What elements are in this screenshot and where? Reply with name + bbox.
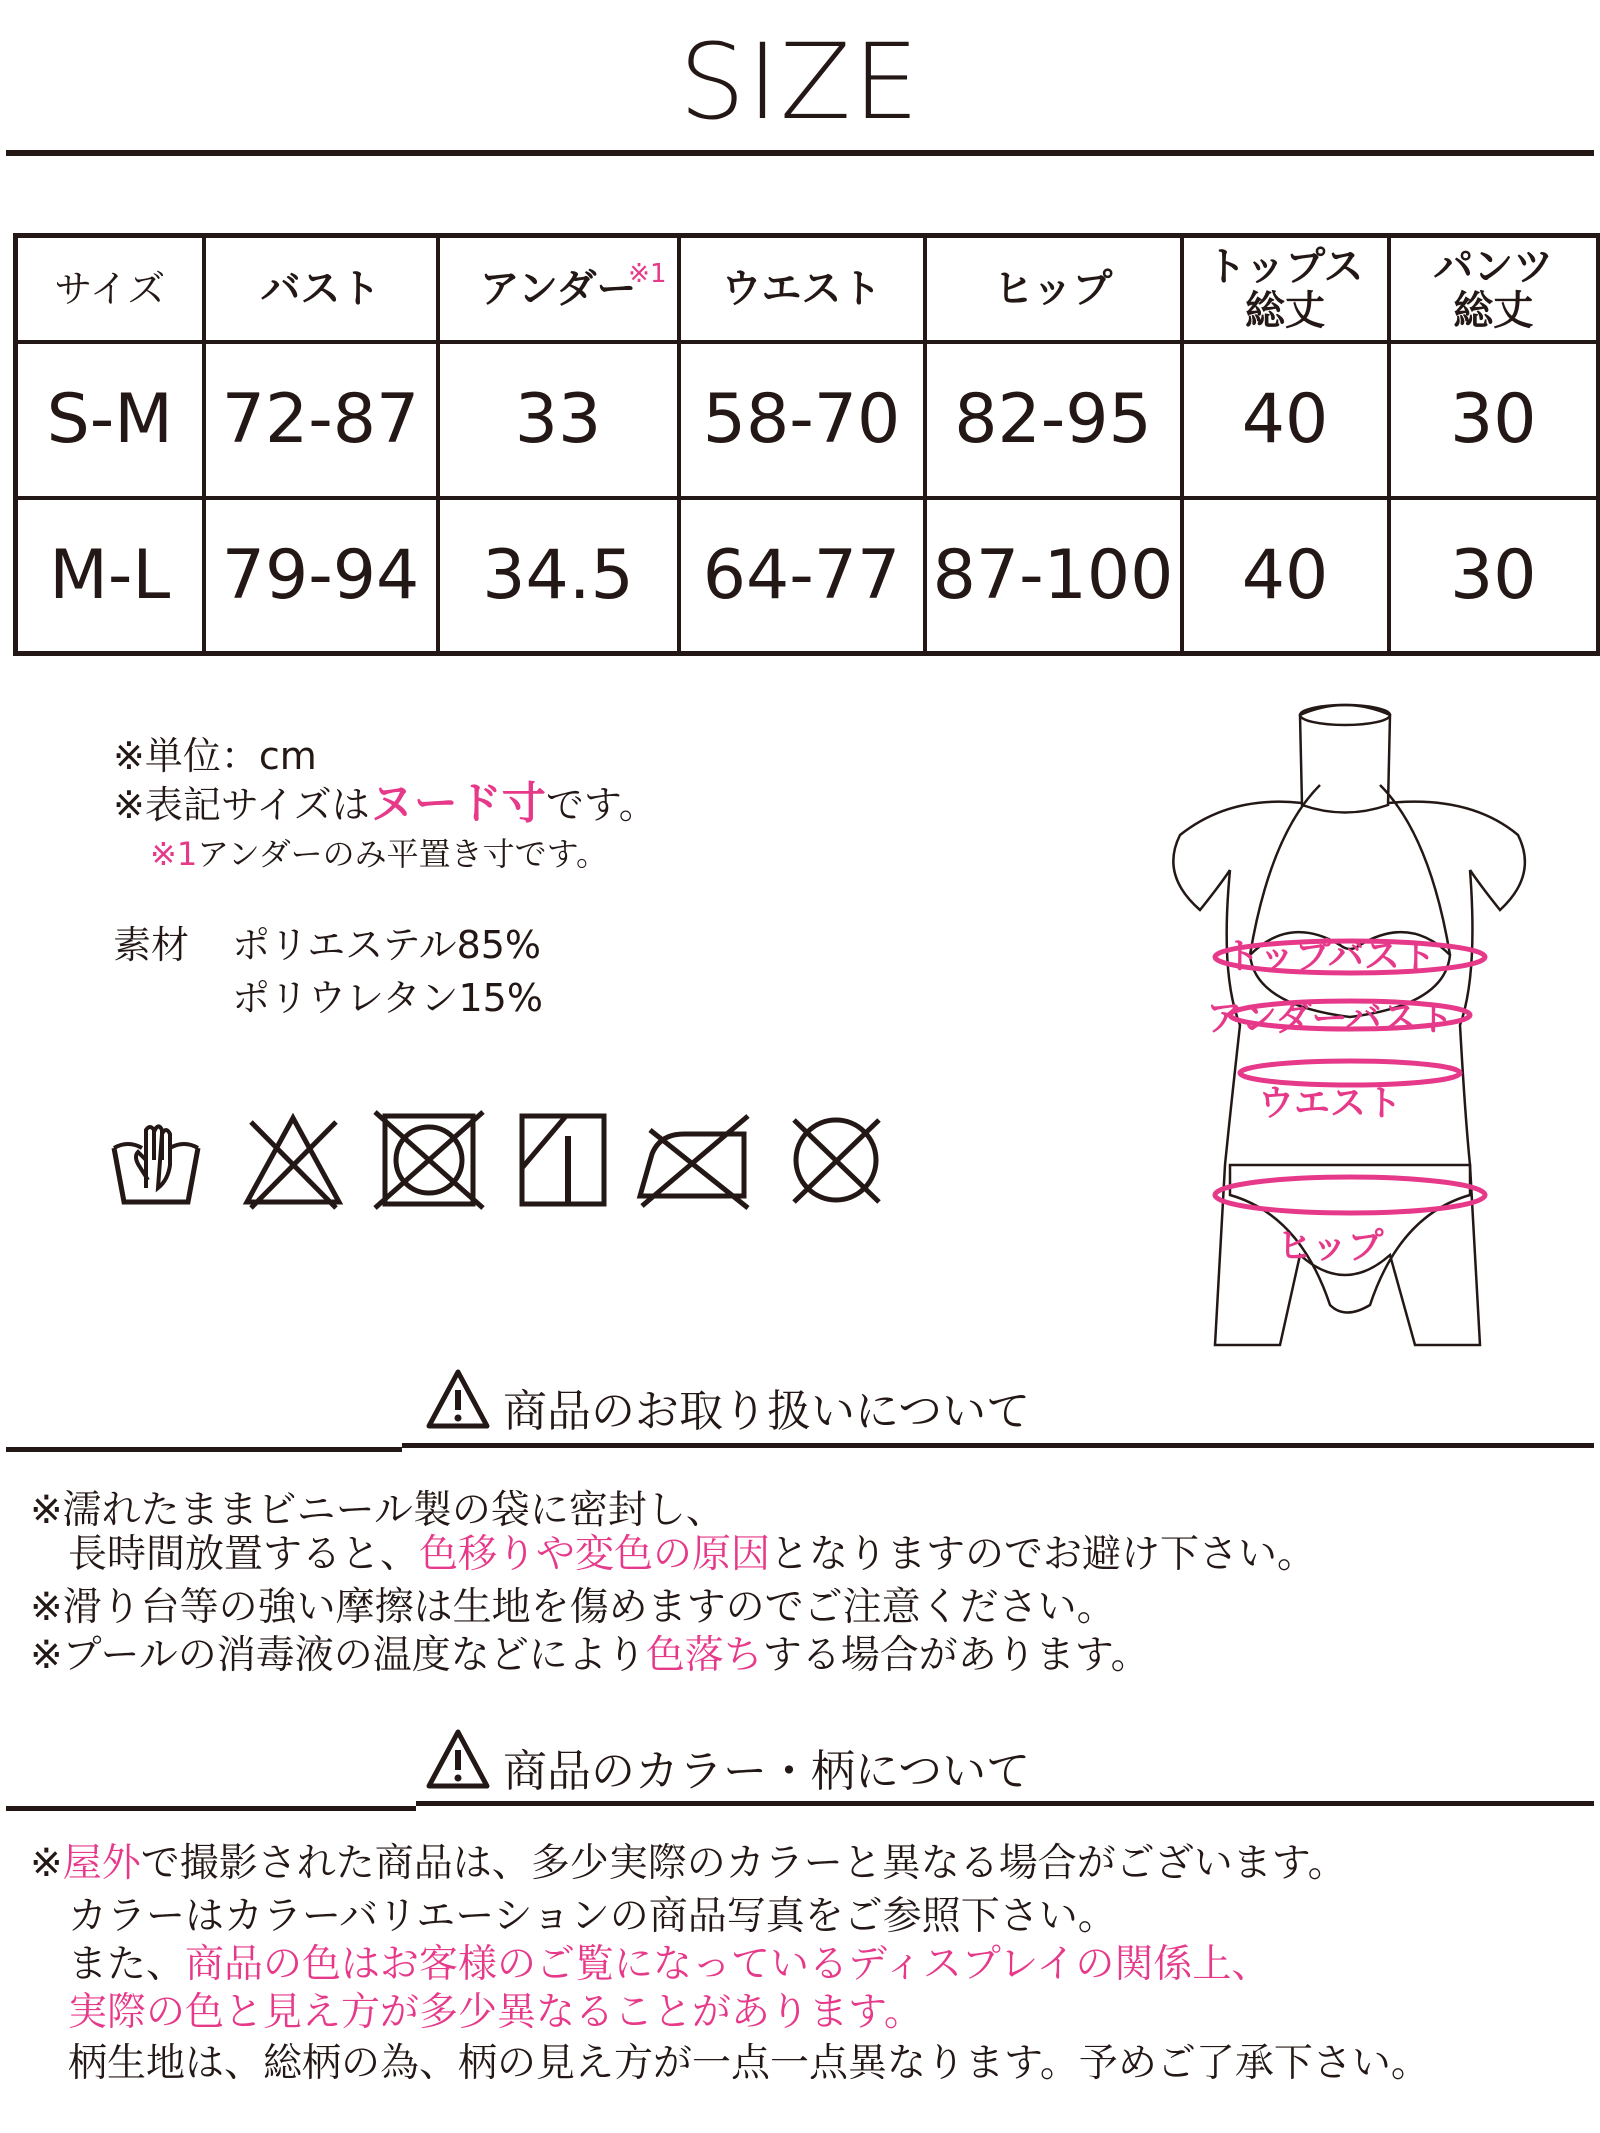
color-line: カラーはカラーバリエーションの商品写真をご参照下さい。 xyxy=(68,1894,1117,1939)
waist-label: ウエスト xyxy=(1257,1083,1402,1124)
handling-heading: 商品のお取り扱いについて xyxy=(503,1386,1031,1437)
no-dry-clean-icon xyxy=(784,1110,889,1210)
cell-under: 34.5 xyxy=(438,498,679,654)
cell-hip: 82-95 xyxy=(925,342,1182,498)
cell-bust: 72-87 xyxy=(204,342,438,498)
no-iron-icon xyxy=(636,1110,756,1210)
section-divider xyxy=(6,1447,402,1452)
cell-tops-length: 40 xyxy=(1182,342,1389,498)
cell-size: M-L xyxy=(16,498,204,654)
cell-tops-length: 40 xyxy=(1182,498,1389,654)
care-icons xyxy=(106,1110,906,1220)
material-value: ポリウレタン15% xyxy=(232,976,543,1020)
nude-size-highlight: ヌード寸 xyxy=(369,778,546,829)
cell-pants-length: 30 xyxy=(1389,498,1599,654)
under-bust-label: アンダーバスト xyxy=(1206,998,1454,1039)
drip-dry-shade-icon xyxy=(516,1110,611,1210)
nude-size-note: ※表記サイズはヌード寸です。 xyxy=(113,778,657,829)
handling-line: ※滑り台等の強い摩擦は生地を傷めますのでご注意ください。 xyxy=(30,1585,1116,1630)
cell-bust: 79-94 xyxy=(204,498,438,654)
color-line: また、商品の色はお客様のご覧になっているディスプレイの関係上、 xyxy=(68,1942,1271,1987)
color-line: 実際の色と見え方が多少異なることがあります。 xyxy=(68,1990,923,2035)
table-row xyxy=(16,498,1599,654)
header-under: アンダー ※1 xyxy=(438,236,679,342)
cell-pants-length: 30 xyxy=(1389,342,1599,498)
cell-size: S-M xyxy=(16,342,204,498)
handling-line: 長時間放置すると、色移りや変色の原因となりますのでお避け下さい。 xyxy=(68,1532,1317,1577)
cell-under: 33 xyxy=(438,342,679,498)
header-pants-length: パンツ 総丈 xyxy=(1389,236,1599,342)
hip-label: ヒップ xyxy=(1276,1226,1384,1267)
header-waist: ウエスト xyxy=(679,236,925,342)
no-bleach-icon xyxy=(241,1110,346,1210)
material-label: 素材 xyxy=(113,923,190,967)
section-divider xyxy=(6,1806,416,1811)
warning-icon xyxy=(425,1368,491,1430)
footnote-mark: ※1 xyxy=(628,259,667,289)
handling-line: ※濡れたままビニール製の袋に密封し、 xyxy=(30,1488,725,1533)
header-hip: ヒップ xyxy=(925,236,1182,342)
header-bust: バスト xyxy=(204,236,438,342)
table-row xyxy=(16,342,1599,498)
material-value: ポリエステル85% xyxy=(232,923,542,967)
warning-icon xyxy=(425,1728,491,1790)
title-divider xyxy=(6,150,1594,156)
size-table xyxy=(13,233,1600,656)
top-bust-label: トップバスト xyxy=(1223,936,1437,977)
no-tumble-dry-icon xyxy=(371,1110,486,1210)
handling-line: ※プールの消毒液の温度などにより色落ちする場合があります。 xyxy=(30,1633,1150,1678)
unit-note: ※単位：cm xyxy=(113,734,317,778)
section-divider xyxy=(402,1443,1594,1448)
header-tops-length: トップス 総丈 xyxy=(1182,236,1389,342)
under-note: ※1アンダーのみ平置き寸です。 xyxy=(150,835,609,873)
page-title: SIZE xyxy=(679,21,921,143)
cell-waist: 58-70 xyxy=(679,342,925,498)
color-line: ※屋外で撮影された商品は、多少実際のカラーと異なる場合がございます。 xyxy=(30,1841,1347,1886)
color-line: 柄生地は、総柄の為、柄の見え方が一点一点異なります。予めご了承下さい。 xyxy=(68,2041,1430,2086)
hand-wash-icon xyxy=(106,1110,206,1210)
header-size: サイズ xyxy=(16,236,204,342)
cell-waist: 64-77 xyxy=(679,498,925,654)
color-heading: 商品のカラー・柄について xyxy=(503,1746,1031,1797)
cell-hip: 87-100 xyxy=(925,498,1182,654)
table-header-row xyxy=(16,236,1599,342)
section-divider xyxy=(416,1801,1594,1806)
